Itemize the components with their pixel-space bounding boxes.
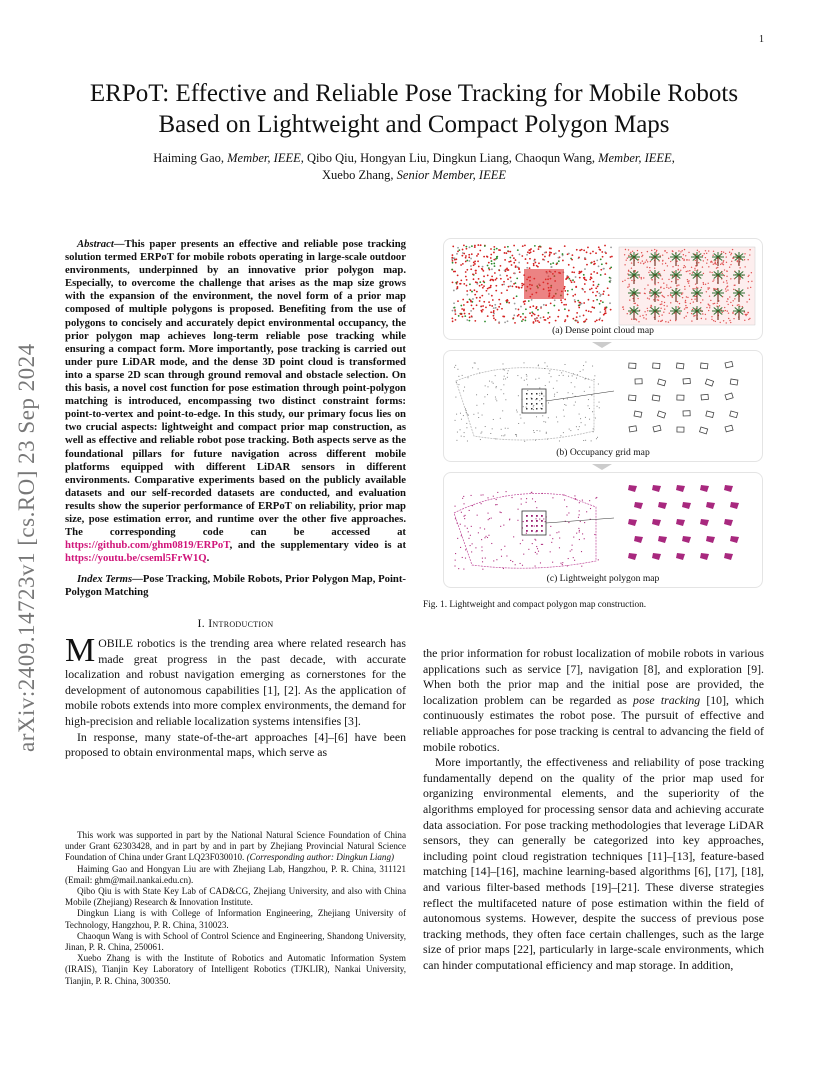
- author-line-2: Xuebo Zhang, Senior Member, IEEE: [322, 168, 506, 182]
- intro-paragraph-2: In response, many state-of-the-art approaches [4]–[6] have been proposed to obtain environmental maps, which serve as: [65, 729, 406, 760]
- subcaption-a: (a) Dense point cloud map: [552, 325, 654, 336]
- author-line-1: Haiming Gao, Member, IEEE, Qibo Qiu, Hongyan Liu, Dingkun Liang, Chaoqun Wang, Member, IEEE,: [153, 151, 675, 165]
- subcaption-c: (c) Lightweight polygon map: [546, 573, 660, 584]
- footnote-5: Chaoqun Wang is with School of Control Science and Engineering, Shandong University, Jinan, P. R. China, 250061.: [65, 930, 406, 953]
- abstract-end: .: [206, 552, 210, 565]
- right-paragraph-1: the prior information for robust localization of mobile robots in various applications such as service [7], navigation [8], and exploration [9]. When both the prior map and the initial pose are provided, the localization problem can be regarded as pose tracking [10], which continuously estimates the robot pose. The pursuit of effective and reliable approaches for pose tracking is central to advancing the field of mobile robotics.: [423, 646, 764, 754]
- intro-paragraph-1: [65, 632, 406, 730]
- right-column: [423, 646, 764, 973]
- abstract-label: Abstract: [77, 238, 114, 250]
- page-number: 1: [759, 34, 764, 45]
- footnote-2: Haiming Gao and Hongyan Liu are with Zhejiang Lab, Hangzhou, P. R. China, 311121 (Email: ghm@mail.nankai.edu.cn).: [65, 863, 406, 885]
- intro-paragraph-1-text: OBILE robotics is the trending area where related research has made great progress in the past decade, with accurate localization and robust navigation emerging as cornerstones for the development of autonomous capabilities [1], [2]. As the application of mobile robots extends into more complex environments, the demand for high-precision and reliable localization systems intensifies [3].: [65, 636, 406, 728]
- section-numeral: I.: [197, 615, 209, 630]
- footnotes: [65, 830, 406, 987]
- section-title: Introduction: [208, 615, 274, 630]
- drop-cap: M: [65, 632, 96, 670]
- right-paragraph-2: More importantly, the effectiveness and reliability of pose tracking fundamentally depend on the quality of the prior map used for organizing environmental elements, and the superiority of the algorithms employed for processing sensor data and achieving accurate data association. For pose tracking methodologies that leverage LiDAR sensors, they can generally be categorized into key approaches, including point cloud registration techniques [11]–[13], feature-based matching [14]–[16], machine learning-based algorithms [6], [17], [18], and various filter-based methods [19]–[21]. These diverse strategies reflect the multifaceted nature of pose estimation within the field of autonomous systems. However, despite the success of previous pose tracking methods, they often face certain challenges, such as the large size of prior maps [22], particularly in large-scale environments, which can hinder computational efficiency and map storage. In addition,: [423, 755, 764, 972]
- index-terms-text: —Pose Tracking, Mobile Robots, Prior Polygon Map, Point-Polygon Matching: [65, 573, 406, 599]
- paper-title: ERPoT: Effective and Reliable Pose Tracking for Mobile Robots Based on Lightweight and Compact Polygon Maps: [89, 80, 739, 138]
- author-list: [60, 150, 768, 184]
- footnote-3: Qibo Qiu is with State Key Lab of CAD&CG, Zhejiang University, and also with China Mobile (Zhejiang) Research & Innovation Institute.: [65, 886, 406, 908]
- figure-panel-b: [443, 350, 763, 462]
- index-terms: [65, 573, 406, 599]
- section-heading-introduction: [65, 616, 406, 631]
- arrow-down-icon: [592, 342, 612, 348]
- figure-panel-c: [443, 472, 763, 588]
- footnote-6: Xuebo Zhang is with the Institute of Robotics and Automatic Information System (IRAIS), Tianjin Key Laboratory of Intelligent Robotics (TJKLIR), Nankai University, Tianjin, P. R. China, 300350.: [65, 953, 406, 986]
- footnote-1: This work was supported in part by the National Natural Science Foundation of China under Grant 62303428, and in part by and in part by Zhejiang Provincial Natural Science Foundation of China under Grant LQ23F030010. (Corresponding author: Dingkun Liang): [65, 830, 406, 863]
- arxiv-stamp[interactable]: arXiv:2409.14723v1 [cs.RO] 23 Sep 2024: [14, 343, 39, 752]
- subcaption-b: (b) Occupancy grid map: [556, 447, 650, 458]
- figure-panel-a: [443, 238, 763, 340]
- video-link[interactable]: https://youtu.be/cseml5FrW1Q: [65, 552, 207, 565]
- arrow-down-icon: [592, 464, 612, 470]
- footnote-4: Dingkun Liang is with College of Information Engineering, Zhejiang University of Technology, Hangzhou, P. R. China, 310023.: [65, 908, 406, 930]
- figure-caption: Fig. 1. Lightweight and compact polygon map construction.: [423, 600, 647, 610]
- left-column: [65, 238, 406, 761]
- occupancy-grid-image: [444, 351, 762, 461]
- index-terms-label: Index Terms: [77, 573, 133, 586]
- abstract: [65, 238, 406, 565]
- abstract-video-text: , and the supplementary video is at: [229, 539, 406, 552]
- polygon-map-image: [444, 473, 762, 587]
- abstract-text: —This paper presents an effective and reliable pose tracking solution termed ERPoT for mobile robots operating in large-scale outdoor environments, underpinned by an innovative prior polygon map. Especially, to overcome the challenge that arises as the map size grows with the expansion of the environment, the novel form of a prior map composed of multiple polygons is proposed. Benefiting from the use of polygons to concisely and accurately depict environmental occupancy, the prior polygon map achieves long-term reliable pose tracking while ensuring a compact form. More importantly, pose tracking is carried out under pure LiDAR mode, and the dense 3D point cloud is transformed into a sparse 2D scan through ground removal and obstacle selection. On this basis, a novel cost function for pose estimation through point-polygon matching is introduced, encompassing two distinct constraint forms: point-to-vertex and point-to-edge. In this study, our primary focus lies on two crucial aspects: lightweight and compact prior map construction, as well as effective and reliable robot pose tracking. Both aspects serve as the foundational pillars for future navigation across different mobile platforms equipped with different LiDAR sensors in different environments. Comparative experiments based on the publicly available datasets and our self-recorded datasets are conducted, and evaluation results show the superior performance of ERPoT on reliability, prior map size, pose estimation error, and runtime over the other five approaches. The corresponding code can be accessed at: [65, 238, 406, 539]
- figure-1: [437, 238, 767, 588]
- code-link[interactable]: https://github.com/ghm0819/ERPoT: [65, 539, 230, 552]
- dense-point-cloud-image: [444, 239, 762, 339]
